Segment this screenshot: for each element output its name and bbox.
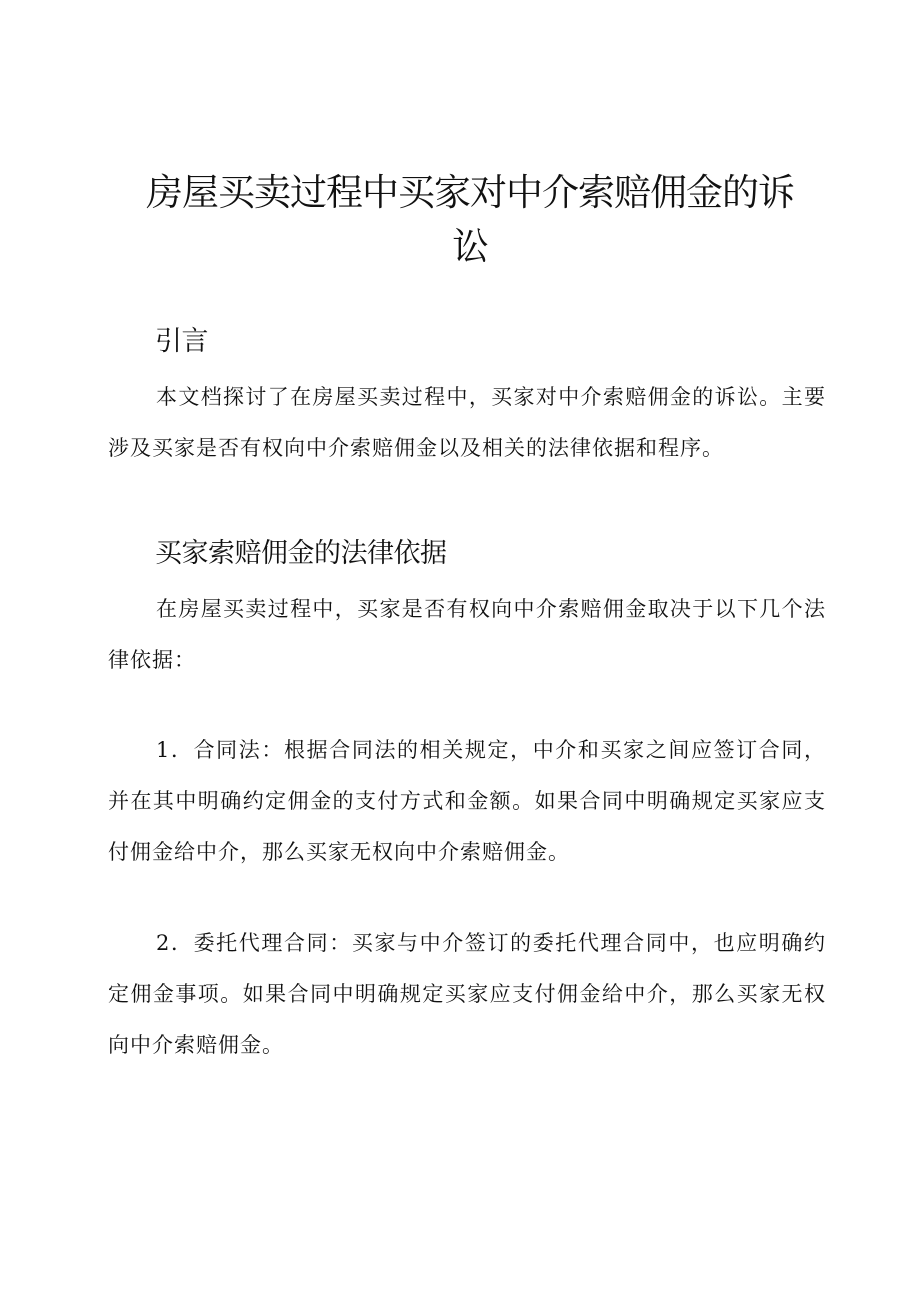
legal-basis-item-agency-contract: 2．委托代理合同：买家与中介签订的委托代理合同中，也应明确约定佣金事项。如果合同中明确规定买家应支付佣金给中介，那么买家无权向中介索赔佣金。 bbox=[108, 931, 826, 1057]
document-title: 房屋买卖过程中买家对中介索赔佣金的诉讼 bbox=[146, 171, 794, 268]
section-heading-introduction: 引言 bbox=[155, 326, 208, 357]
legal-basis-item-contract-law: 1．合同法：根据合同法的相关规定，中介和买家之间应签订合同，并在其中明确约定佣金的支付方式和金额。如果合同中明确规定买家应支付佣金给中介，那么买家无权向中介索赔佣金。 bbox=[108, 738, 826, 864]
legal-basis-intro-paragraph: 在房屋买卖过程中，买家是否有权向中介索赔佣金取决于以下几个法律依据： bbox=[108, 597, 826, 672]
section-heading-legal-basis: 买家索赔佣金的法律依据 bbox=[155, 538, 447, 569]
intro-paragraph: 本文档探讨了在房屋买卖过程中，买家对中介索赔佣金的诉讼。主要涉及买家是否有权向中介索赔佣金以及相关的法律依据和程序。 bbox=[108, 385, 826, 460]
